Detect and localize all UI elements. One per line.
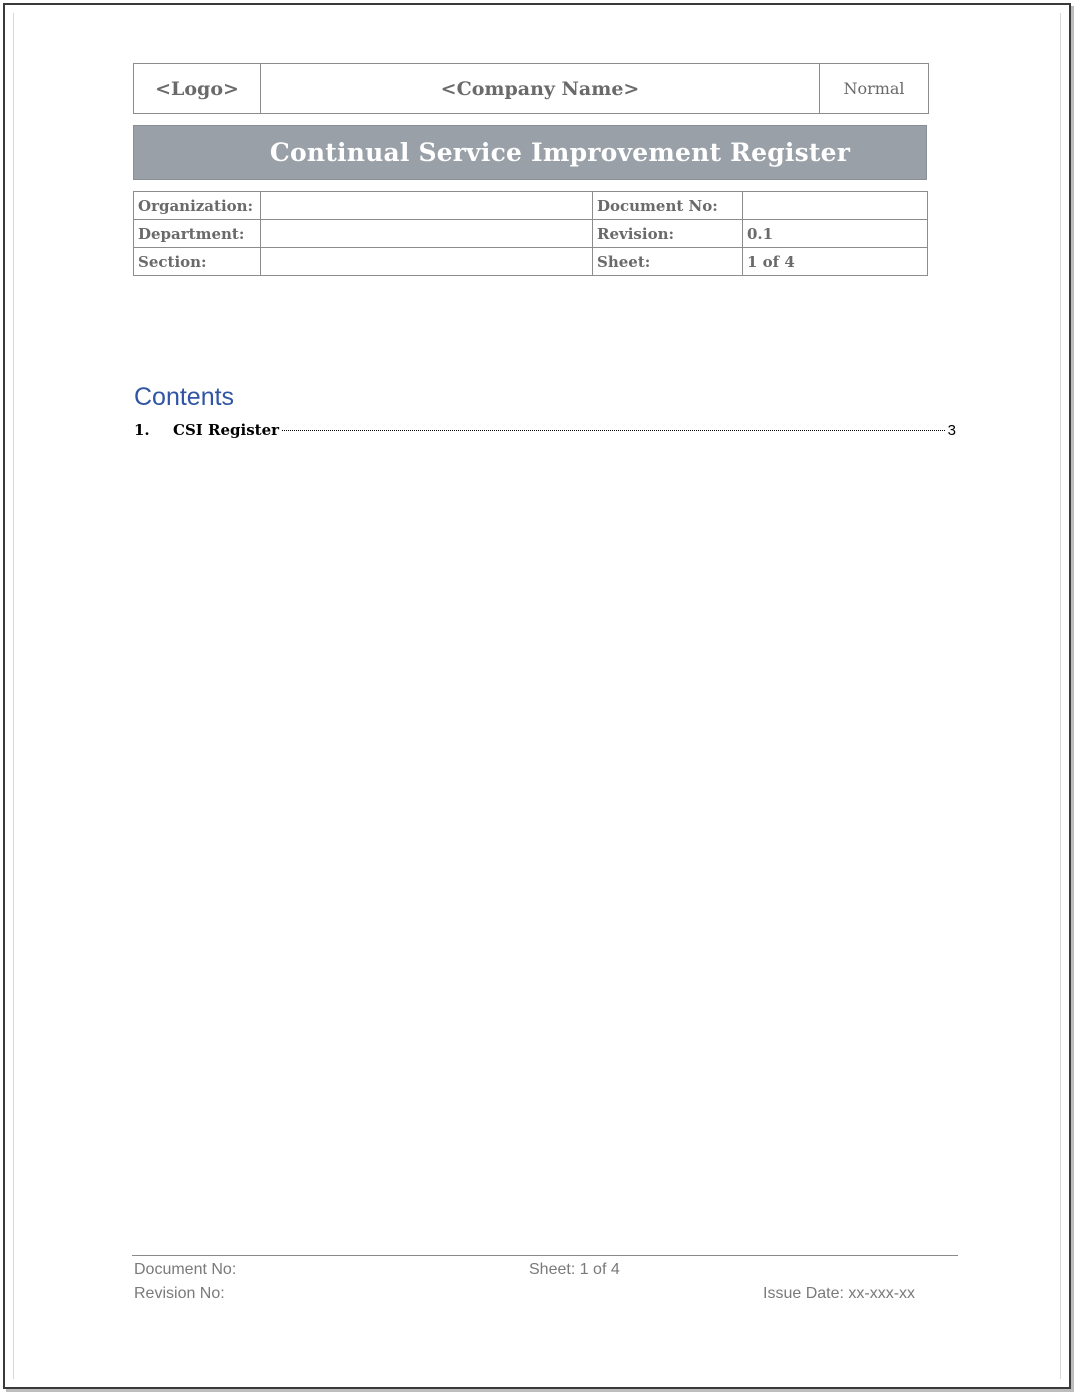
organization-value [261,192,593,220]
toc-entry-number: 1. [134,421,150,439]
header-table [133,63,929,114]
info-row [134,192,928,220]
toc-entry[interactable] [134,421,956,443]
organization-label: Organization: [134,192,261,220]
logo-placeholder: <Logo> [134,64,261,114]
document-title: Continual Service Improvement Register [269,138,851,167]
revision-label: Revision: [593,220,743,248]
classification-label: Normal [820,64,929,114]
contents-heading: Contents [134,383,235,411]
document-no-label: Document No: [593,192,743,220]
info-row [134,220,928,248]
title-bar [133,125,927,180]
footer-revision-no: Revision No: [134,1285,225,1302]
toc-entry-page: 3 [947,422,956,439]
footer-document-no: Document No: [134,1261,237,1278]
footer-divider [132,1255,958,1256]
sheet-value: 1 of 4 [743,248,928,276]
section-label: Section: [134,248,261,276]
document-no-value [743,192,928,220]
toc-dot-leader [282,430,945,431]
toc-entry-title[interactable]: CSI Register [173,421,280,439]
info-row [134,248,928,276]
company-name: <Company Name> [261,64,820,114]
footer-sheet: Sheet: 1 of 4 [529,1261,620,1278]
revision-value: 0.1 [743,220,928,248]
footer-issue-date: Issue Date: xx-xxx-xx [763,1285,916,1302]
document-info-table [133,191,928,276]
department-value [261,220,593,248]
section-value [261,248,593,276]
sheet-label: Sheet: [593,248,743,276]
department-label: Department: [134,220,261,248]
